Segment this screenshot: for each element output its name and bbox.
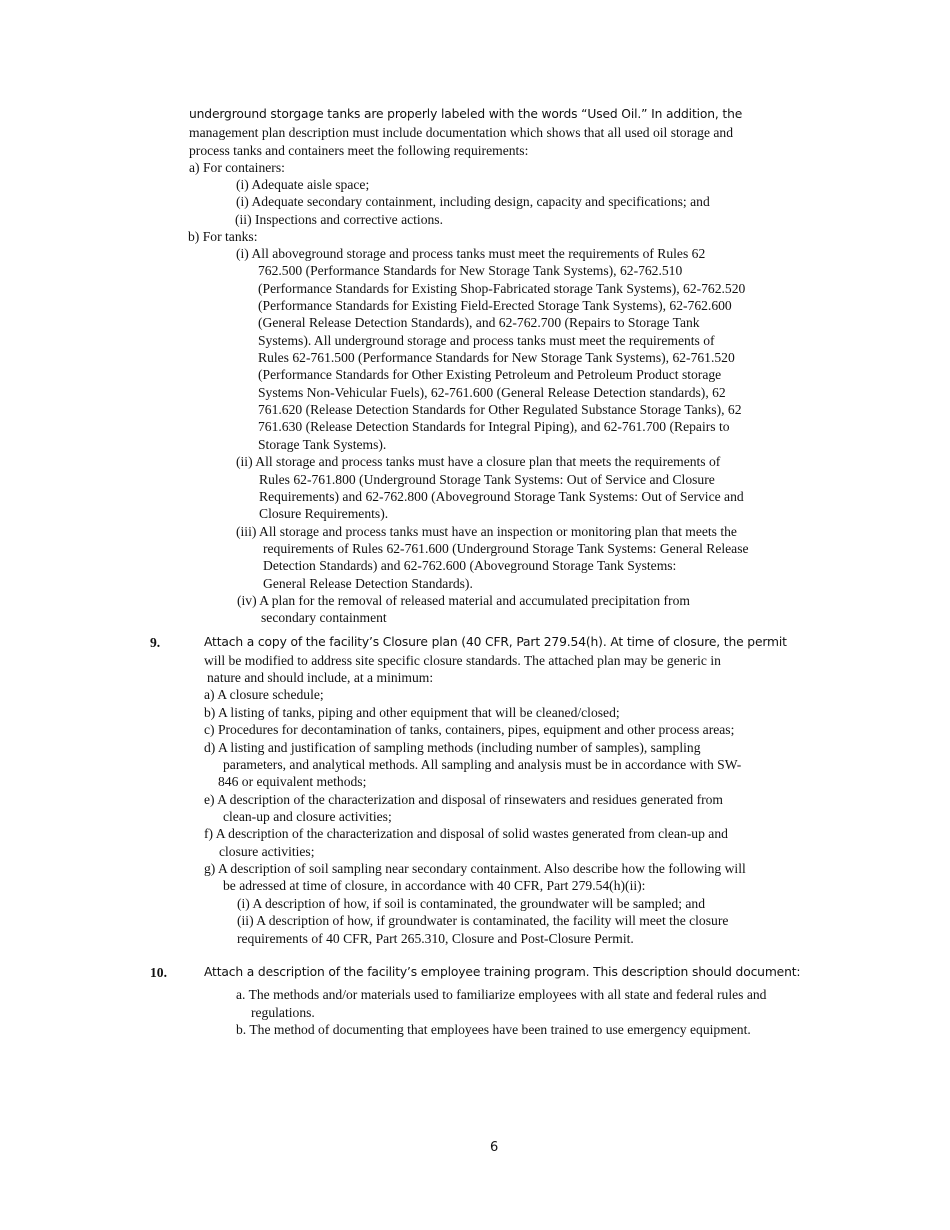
item-9-g-sub: (i) A description of how, if soil is contaminated, the groundwater will be sampled; and bbox=[237, 896, 706, 911]
item-9-f: closure activities; bbox=[219, 844, 315, 859]
item-9-line: nature and should include, at a minimum: bbox=[207, 670, 434, 685]
item-9-e: e) A description of the characterization and disposal of rinsewaters and residues generated from bbox=[204, 792, 724, 807]
item-9-g: be adressed at time of closure, in accordance with 40 CFR, Part 279.54(h)(ii): bbox=[223, 878, 646, 893]
item-9-e: clean-up and closure activities; bbox=[223, 809, 392, 824]
containers-item: (i) Adequate aisle space; bbox=[236, 177, 370, 192]
item-10-b: b. The method of documenting that employees have been trained to use emergency equipment. bbox=[236, 1022, 751, 1037]
item-9-f: f) A description of the characterization and disposal of solid wastes generated from clean-up and bbox=[204, 826, 728, 841]
tanks-i-line: (Performance Standards for Existing Shop-Fabricated storage Tank Systems), 62-762.520 bbox=[258, 281, 746, 296]
tanks-ii-line: Closure Requirements). bbox=[259, 506, 389, 521]
tanks-i-line: (Performance Standards for Other Existing Petroleum and Petroleum Product storage bbox=[258, 367, 722, 382]
item-10-a: regulations. bbox=[251, 1005, 315, 1020]
tanks-i-line: Rules 62-761.500 (Performance Standards for New Storage Tank Systems), 62-761.520 bbox=[258, 350, 735, 365]
item-9-d: d) A listing and justification of sampling methods (including number of samples), sampling bbox=[204, 740, 701, 755]
tanks-i-line: Systems Non-Vehicular Fuels), 62-761.600 (General Release Detection standards), 62 bbox=[258, 385, 726, 400]
intro-line-1: underground storgage tanks are properly labeled with the words “Used Oil.” In addition, the bbox=[189, 107, 743, 121]
containers-item: (i) Adequate secondary containment, including design, capacity and specifications; and bbox=[236, 194, 710, 209]
tanks-iii-line: (iii) All storage and process tanks must have an inspection or monitoring plan that meets the bbox=[236, 524, 737, 539]
tanks-i-line: (General Release Detection Standards), and 62-762.700 (Repairs to Storage Tank bbox=[258, 315, 700, 330]
tanks-i-line: 761.630 (Release Detection Standards for Integral Piping), and 62-761.700 (Repairs to bbox=[258, 419, 730, 434]
item-9-lead: Attach a copy of the facility’s Closure plan (40 CFR, Part 279.54(h). At time of closure, the permit bbox=[204, 635, 787, 649]
tanks-ii-line: (ii) All storage and process tanks must have a closure plan that meets the requirements of bbox=[236, 454, 721, 469]
tanks-iv-line: secondary containment bbox=[261, 610, 387, 625]
tanks-iii-line: General Release Detection Standards). bbox=[263, 576, 473, 591]
item-9-g-sub: requirements of 40 CFR, Part 265.310, Closure and Post-Closure Permit. bbox=[237, 931, 634, 946]
item-9-c: c) Procedures for decontamination of tanks, containers, pipes, equipment and other process areas; bbox=[204, 722, 735, 737]
item-10-a: a. The methods and/or materials used to familiarize employees with all state and federal rules and bbox=[236, 987, 767, 1002]
page-number: 6 bbox=[490, 1140, 499, 1155]
tanks-iv-line: (iv) A plan for the removal of released material and accumulated precipitation from bbox=[237, 593, 690, 608]
item-9-b: b) A listing of tanks, piping and other equipment that will be cleaned/closed; bbox=[204, 705, 620, 720]
tanks-i-line: Storage Tank Systems). bbox=[258, 437, 387, 452]
item-9-number: 9. bbox=[150, 635, 161, 650]
tanks-i-line: (i) All aboveground storage and process tanks must meet the requirements of Rules 62 bbox=[236, 246, 706, 261]
item-10-lead: Attach a description of the facility’s employee training program. This description should document: bbox=[204, 965, 801, 979]
tanks-ii-line: Rules 62-761.800 (Underground Storage Tank Systems: Out of Service and Closure bbox=[259, 472, 715, 487]
item-9-d: 846 or equivalent methods; bbox=[218, 774, 367, 789]
tanks-ii-line: Requirements) and 62-762.800 (Aboveground Storage Tank Systems: Out of Service and bbox=[259, 489, 744, 504]
tanks-i-line: 762.500 (Performance Standards for New Storage Tank Systems), 62-762.510 bbox=[258, 263, 683, 278]
item-9-g-sub: (ii) A description of how, if groundwater is contaminated, the facility will meet the closure bbox=[237, 913, 729, 928]
item-9-a: a) A closure schedule; bbox=[204, 687, 324, 702]
containers-heading: a) For containers: bbox=[189, 160, 285, 175]
item-9-line: will be modified to address site specific closure standards. The attached plan may be generic in bbox=[204, 653, 721, 668]
tanks-iii-line: requirements of Rules 62-761.600 (Underground Storage Tank Systems: General Release bbox=[263, 541, 749, 556]
item-9-d: parameters, and analytical methods. All sampling and analysis must be in accordance with SW- bbox=[223, 757, 742, 772]
tanks-iii-line: Detection Standards) and 62-762.600 (Aboveground Storage Tank Systems: bbox=[263, 558, 677, 573]
item-9-g: g) A description of soil sampling near secondary containment. Also describe how the following will bbox=[204, 861, 746, 876]
tanks-i-line: Systems). All underground storage and process tanks must meet the requirements of bbox=[258, 333, 715, 348]
tanks-heading: b) For tanks: bbox=[188, 229, 258, 244]
intro-line-2: management plan description must include documentation which shows that all used oil storage and bbox=[189, 125, 734, 140]
tanks-i-line: (Performance Standards for Existing Field-Erected Storage Tank Systems), 62-762.600 bbox=[258, 298, 732, 313]
intro-line-3: process tanks and containers meet the following requirements: bbox=[189, 143, 529, 158]
containers-item: (ii) Inspections and corrective actions. bbox=[235, 212, 443, 227]
tanks-i-line: 761.620 (Release Detection Standards for Other Regulated Substance Storage Tanks), 62 bbox=[258, 402, 742, 417]
item-10-number: 10. bbox=[150, 965, 167, 980]
